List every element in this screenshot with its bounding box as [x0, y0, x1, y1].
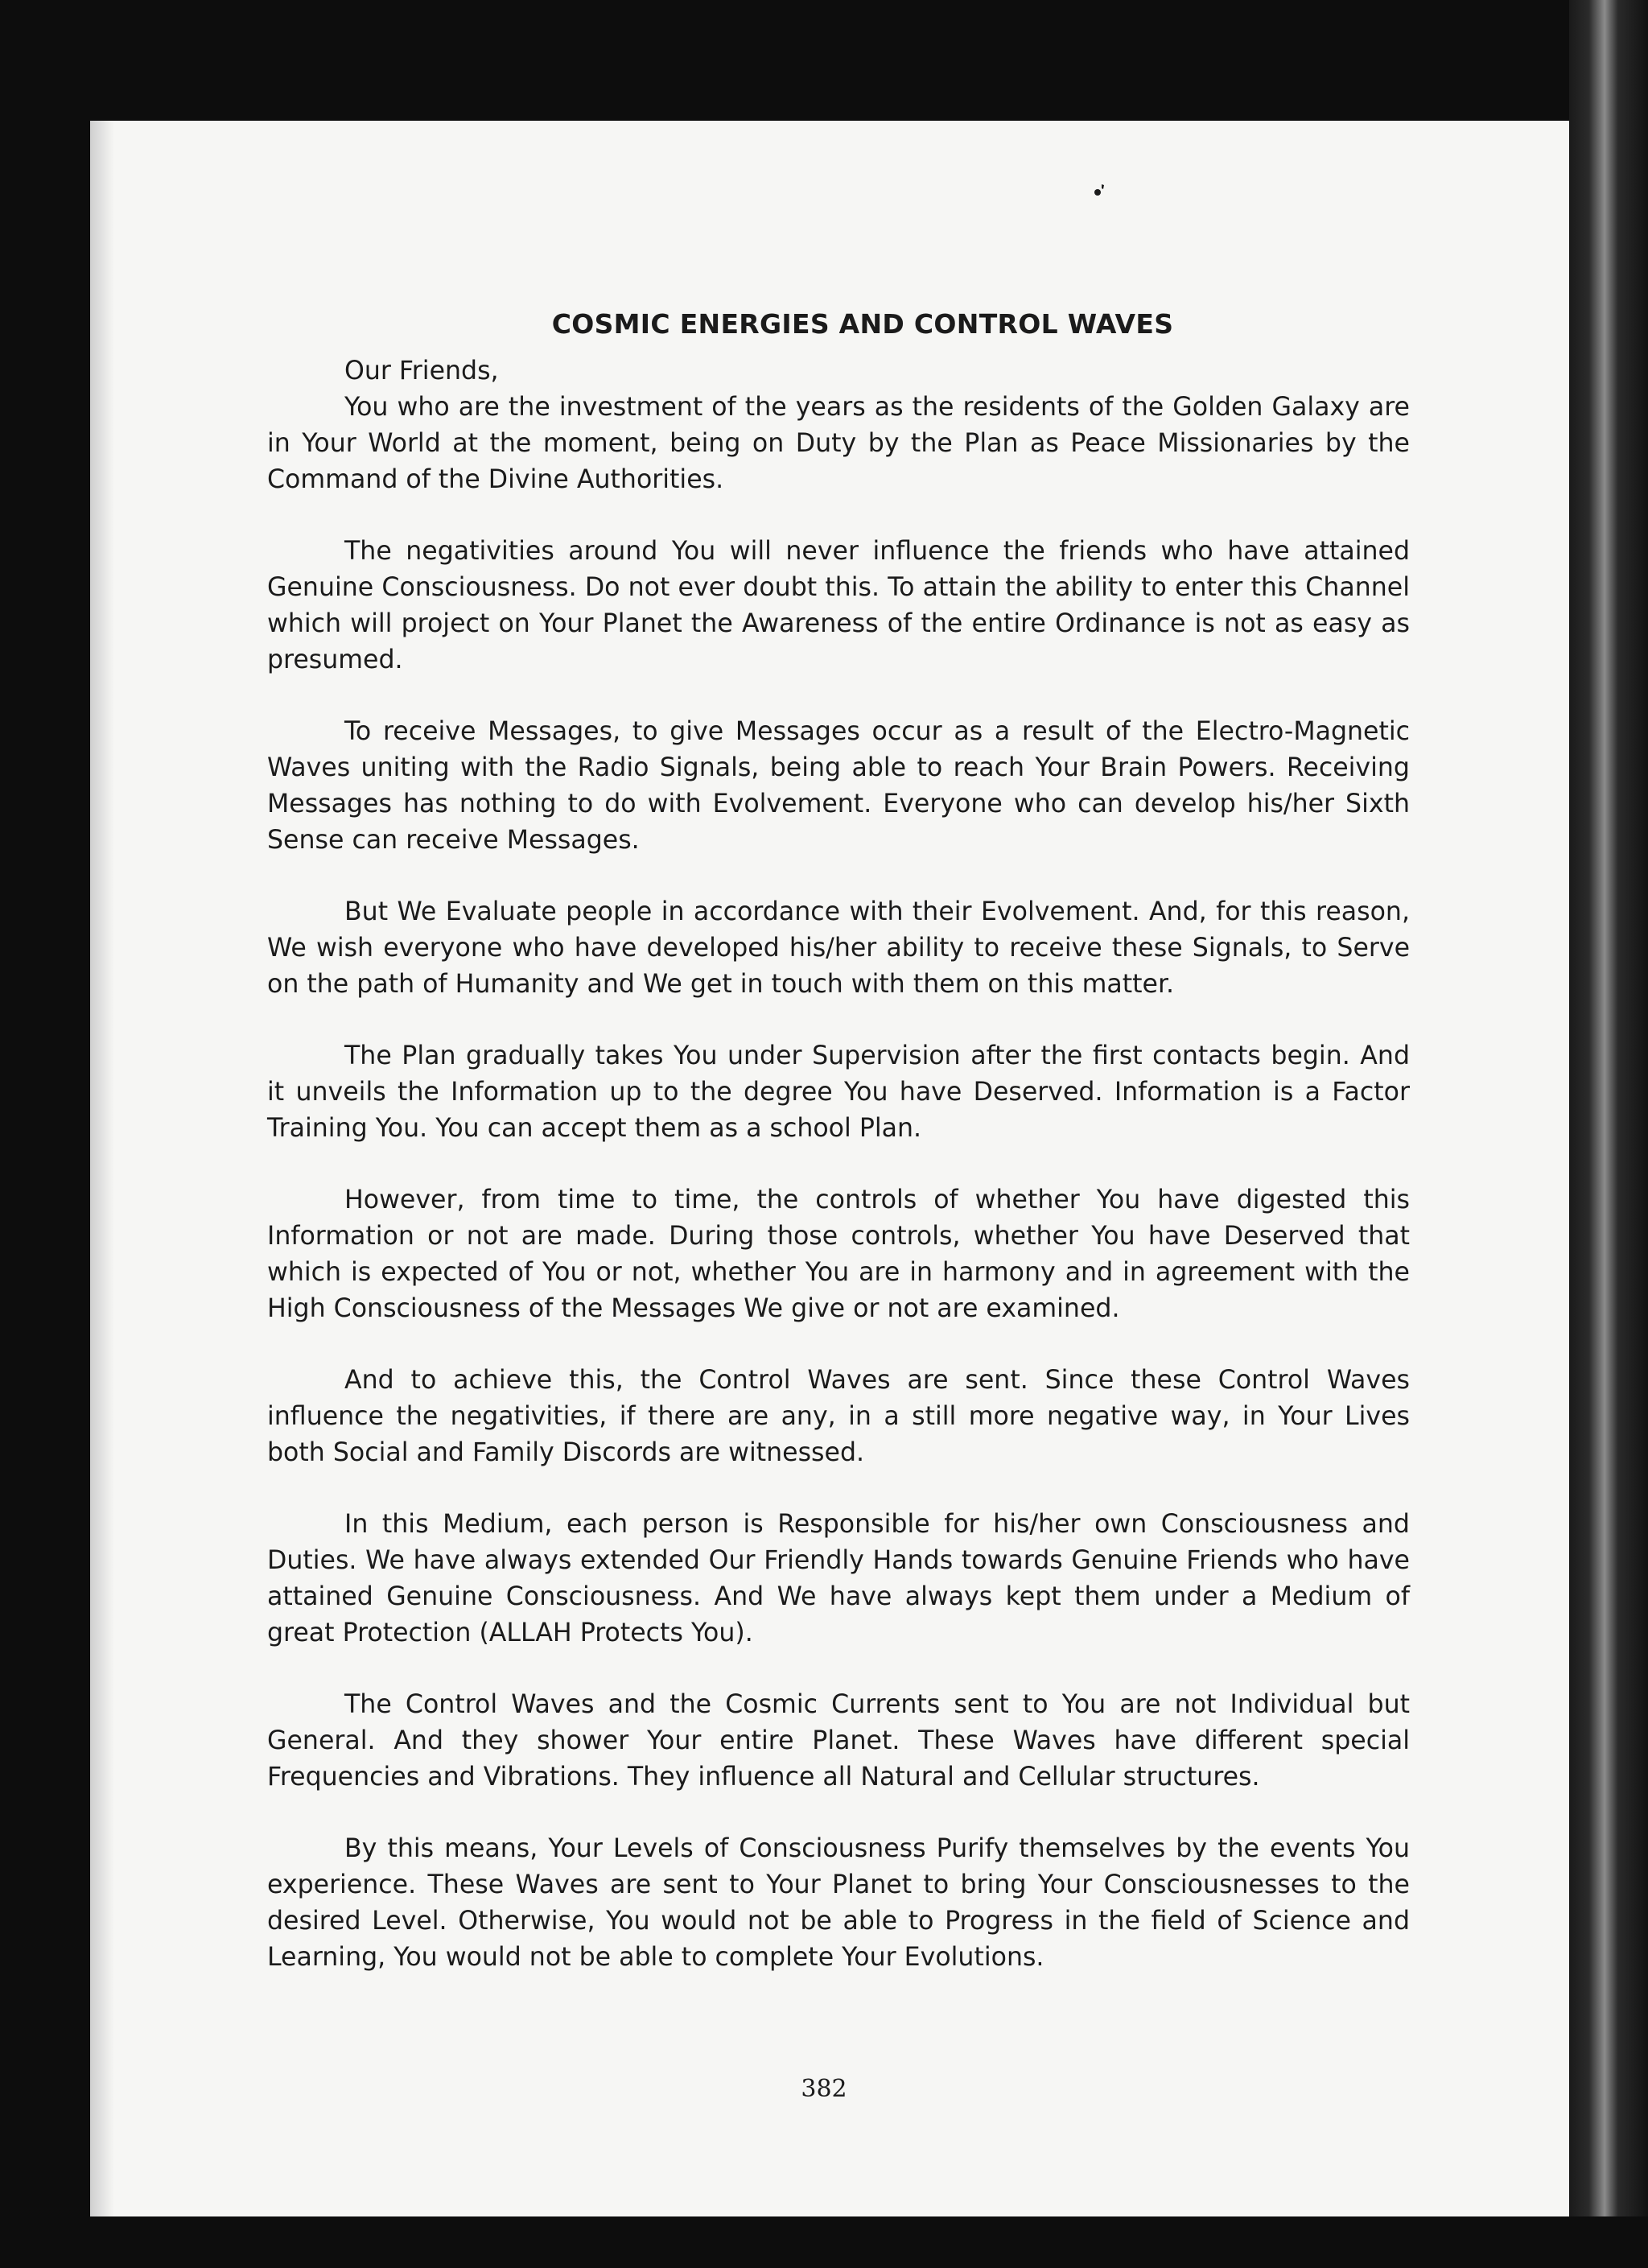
paragraph: By this means, Your Levels of Consciousness Purify themselves by the events You experience. These Waves are sent to Your Planet to bring Your Consciousnesses to the desired Level. Otherwise, You would not be able to Progress in the field of Science and Learning, You would not be able to complete Your Evolutions. [267, 1834, 1410, 1972]
scanner-bottom-edge [0, 2216, 1648, 2268]
paragraph: In this Medium, each person is Responsible for his/her own Consciousness and Duties. We have always extended Our Friendly Hands towards Genuine Friends who have attained Genuine Consciousness. And We have always kept them under a Medium of great Protection (ALLAH Protects You). [267, 1510, 1410, 1647]
paragraph: The negativities around You will never influence the friends who have attained Genuine Consciousness. Do not ever doubt this. To attain the ability to enter this Channel which will project on Your Planet the Awareness of the entire Ordinance is not as easy as presumed. [267, 537, 1410, 674]
paragraph: The Plan gradually takes You under Supervision after the first contacts begin. And it unveils the Information up to the degree You have Deserved. Information is a Factor Training You. You can accept them as a school Plan. [267, 1041, 1410, 1143]
paragraph: However, from time to time, the controls of whether You have digested this Information or not are made. During those controls, whether You have Deserved that which is expected of You or not, whether You are in harmony and in agreement with the High Consciousness of the Messages We give or not are examined. [267, 1186, 1410, 1323]
paragraph: And to achieve this, the Control Waves are sent. Since these Control Waves influence the negativities, if there are any, in a still more negative way, in Your Lives both Social and Family Discords are witnessed. [267, 1366, 1410, 1467]
scanner-edge [1569, 0, 1648, 2268]
paragraph: To receive Messages, to give Messages occur as a result of the Electro-Magnetic Waves uniting with the Radio Signals, being able to reach Your Brain Powers. Receiving Messages has nothing to do with Evolvement. Everyone who can develop his/her Sixth Sense can receive Messages. [267, 717, 1410, 855]
page-title: COSMIC ENERGIES AND CONTROL WAVES [551, 308, 1174, 340]
binding-shadow [90, 121, 114, 2216]
paragraph: But We Evaluate people in accordance with their Evolvement. And, for this reason, We wish everyone who have developed his/her ability to receive these Signals, to Serve on the path of Humanity and We get in touch with them on this matter. [267, 897, 1410, 999]
paragraph: You who are the investment of the years as the residents of the Golden Galaxy are in Your World at the moment, being on Duty by the Plan as Peace Missionaries by the Command of the Divine Authorities. [267, 393, 1410, 494]
paragraph: The Control Waves and the Cosmic Currents sent to You are not Individual but General. And they shower Your entire Planet. These Waves have different special Frequencies and Vibrations. They influence all Natural and Cellular structures. [267, 1690, 1410, 1792]
page-number: 382 [801, 2075, 847, 2103]
salutation: Our Friends, [344, 357, 499, 386]
document-body [267, 306, 1410, 2011]
ink-speck-icon [1094, 184, 1106, 196]
